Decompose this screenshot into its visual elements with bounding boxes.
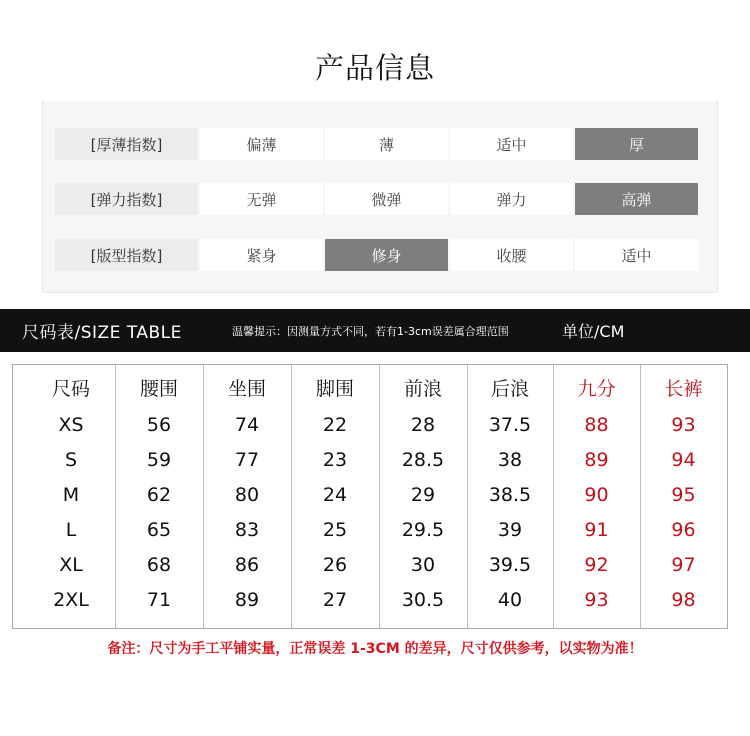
- table-cell: L: [65, 519, 77, 541]
- info-option: 弹力: [450, 183, 573, 215]
- column-header: 长裤: [664, 378, 703, 400]
- size-table: [12, 364, 728, 629]
- table-cell: 92: [584, 554, 609, 576]
- info-row-label: [版型指数]: [55, 239, 198, 271]
- info-option: 适中: [575, 239, 698, 271]
- info-row-elasticity: [55, 183, 700, 215]
- table-cell: 94: [671, 449, 696, 471]
- table-cell: 68: [146, 554, 172, 576]
- info-row-fit: [55, 239, 700, 271]
- table-cell: M: [62, 484, 80, 506]
- footnote: 备注：尺寸为手工平铺实量，正常误差 1-3CM 的差异，尺寸仅供参考，以实物为准！: [107, 641, 643, 657]
- info-option: 无弹: [200, 183, 323, 215]
- table-cell: 96: [671, 519, 696, 541]
- table-cell: 39: [497, 519, 523, 541]
- column-header: 尺码: [51, 378, 90, 400]
- table-cell: 80: [234, 484, 260, 506]
- size-table-column: [27, 365, 116, 628]
- table-cell: 90: [584, 484, 609, 506]
- table-cell: 89: [234, 589, 260, 611]
- table-cell: 65: [146, 519, 172, 541]
- table-cell: 59: [146, 449, 172, 471]
- table-cell: 77: [234, 449, 260, 471]
- size-table-column: [553, 365, 641, 628]
- table-cell: 29.5: [401, 519, 445, 541]
- measurement-note: 温馨提示：因测量方式不同，若有1-3cm误差属合理范围: [232, 324, 509, 338]
- info-option-selected: 修身: [325, 239, 448, 271]
- table-cell: 28.5: [401, 449, 445, 471]
- info-option: 微弹: [325, 183, 448, 215]
- table-cell: 71: [146, 589, 172, 611]
- size-table-column: [115, 365, 204, 628]
- table-cell: S: [64, 449, 78, 471]
- table-cell: 25: [322, 519, 348, 541]
- table-cell: 88: [584, 414, 609, 436]
- table-cell: 95: [671, 484, 696, 506]
- table-cell: 39.5: [488, 554, 532, 576]
- table-cell: 91: [584, 519, 609, 541]
- table-cell: 23: [322, 449, 348, 471]
- table-cell: 22: [322, 414, 348, 436]
- info-option: 适中: [450, 128, 573, 160]
- size-table-column: [379, 365, 468, 628]
- size-table-column: [291, 365, 380, 628]
- info-option: 薄: [325, 128, 448, 160]
- table-cell: 30: [410, 554, 436, 576]
- table-cell: 86: [234, 554, 260, 576]
- table-cell: 56: [146, 414, 172, 436]
- info-row-label: [厚薄指数]: [55, 128, 198, 160]
- size-table-banner: [0, 309, 750, 352]
- table-cell: 2XL: [53, 589, 89, 611]
- column-header: 腰围: [139, 378, 178, 400]
- size-table-column: [640, 365, 727, 628]
- table-cell: 93: [671, 414, 696, 436]
- table-cell: 27: [322, 589, 348, 611]
- column-header: 前浪: [403, 378, 442, 400]
- table-cell: 98: [671, 589, 696, 611]
- column-header: 后浪: [490, 378, 529, 400]
- table-cell: 24: [322, 484, 348, 506]
- info-option-selected: 厚: [575, 128, 698, 160]
- table-cell: XS: [58, 414, 84, 436]
- table-cell: 37.5: [488, 414, 532, 436]
- info-row-label: [弹力指数]: [55, 183, 198, 215]
- info-option: 收腰: [450, 239, 573, 271]
- table-cell: 97: [671, 554, 696, 576]
- info-row-thickness: [55, 128, 700, 160]
- table-cell: 74: [234, 414, 260, 436]
- size-table-column: [203, 365, 292, 628]
- column-header: 九分: [577, 378, 616, 400]
- size-table-title: 尺码表/SIZE TABLE: [22, 323, 182, 343]
- table-cell: 38: [497, 449, 523, 471]
- size-table-column: [467, 365, 554, 628]
- info-option: 紧身: [200, 239, 323, 271]
- column-header: 坐围: [227, 378, 266, 400]
- table-cell: 83: [234, 519, 260, 541]
- table-cell: XL: [59, 554, 83, 576]
- page-title: 产品信息: [314, 51, 435, 85]
- table-cell: 29: [410, 484, 436, 506]
- info-option: 偏薄: [200, 128, 323, 160]
- table-cell: 26: [322, 554, 348, 576]
- table-cell: 62: [146, 484, 172, 506]
- table-cell: 38.5: [488, 484, 532, 506]
- table-cell: 89: [584, 449, 609, 471]
- table-cell: 28: [410, 414, 436, 436]
- info-option-selected: 高弹: [575, 183, 698, 215]
- table-cell: 93: [584, 589, 609, 611]
- unit-label: 单位/CM: [562, 322, 625, 341]
- table-cell: 30.5: [401, 589, 445, 611]
- column-header: 脚围: [315, 378, 354, 400]
- table-cell: 40: [497, 589, 523, 611]
